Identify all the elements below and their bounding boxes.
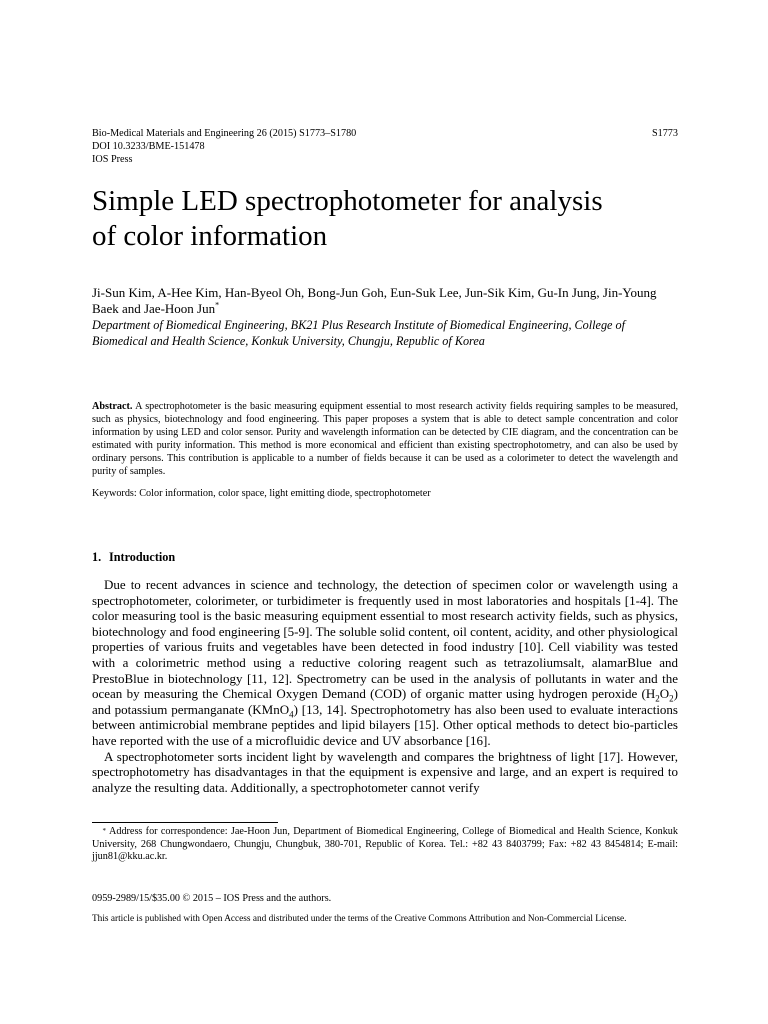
author-list [92,285,682,317]
paragraph-text: O [659,686,670,702]
body-text [92,577,678,795]
section-number: 1. [92,550,102,564]
journal-header [92,127,678,166]
journal-citation: Bio-Medical Materials and Engineering 26 (2015) S1773–S1780 [92,128,357,139]
paper-title [92,184,692,254]
section-title: Introduction [109,550,176,564]
footnote-marker: * [102,827,106,835]
authors-text: Ji-Sun Kim, A-Hee Kim, Han-Byeol Oh, Bong-Jun Goh, Eun-Suk Lee, Jun-Sik Kim, Gu-In Jung, Jin-Young Baek and Jae-Hoon Jun [92,285,657,316]
page-number: S1773 [651,128,678,139]
subscript: 2 [669,693,674,704]
footnote-divider [92,822,278,823]
keywords: Keywords: Color information, color space, light emitting diode, spectrophotometer [92,488,431,499]
footnote-text: Address for correspondence: Jae-Hoon Jun, Department of Biomedical Engineering, College of Biomedical and Health Science, Konkuk University, 268 Chungwondaero, Chungju, Chungbuk, 380-701, Republic of Korea. Tel.: +82 43 8403799; Fax: +82 43 8454814; E-mail: jjun81@kku.ac.kr. [92,826,678,862]
paragraph-text: ) and potassium permanganate (KMnO [92,686,678,717]
affiliation: Department of Biomedical Engineering, BK21 Plus Research Institute of Biomedical Engineering, College of Biomedical and Health Science, Konkuk University, Chungju, Republic of Korea [92,318,625,348]
corresponding-author-mark: * [215,300,220,310]
abstract-label: Abstract. [92,401,133,412]
title-line-1: Simple LED spectrophotometer for analysis [92,185,603,217]
license-note: This article is published with Open Access and distributed under the terms of the Creative Commons Attribution and Non-Commercial License. [92,914,627,924]
subscript: 4 [289,709,294,720]
abstract-text: A spectrophotometer is the basic measuring equipment essential to most research activity fields requiring samples to be measured, such as physics, biotechnology and food engineering. This paper proposes a system that is able to detect sample concentration and color information by using LED and color sensor. Purity and wavelength information can be detected by CIE diagram, and the concentration can be estimated with purity information. This method is more economical and efficient than existing spectrophotometry, and can also be used by ordinary persons. This contribution is applicable to a number of fields because it can be used as a colorimeter to detect the wavelength and purity of samples. [92,401,678,477]
subscript: 2 [655,693,660,704]
doi: DOI 10.3233/BME-151478 [92,141,205,152]
paragraph [92,577,678,749]
footnote [92,826,678,864]
title-line-2: of color information [92,220,328,252]
abstract [92,400,678,478]
copyright-line: 0959-2989/15/$35.00 © 2015 – IOS Press and the authors. [92,893,332,904]
publisher: IOS Press [92,154,133,165]
section-heading [92,550,175,565]
paragraph-text: ) [13, 14]. Spectrophotometry has also been used to evaluate interactions between antimicrobial membrane peptides and lipid bilayers [15]. Other optical methods to detect bio-particles have reported with the use of a microfluidic device and UV absorbance [16]. [92,701,678,748]
paragraph: A spectrophotometer sorts incident light by wavelength and compares the brightness of light [17]. However, spectrophotometry has disadvantages in that the equipment is expensive and large, and an expert is required to analyze the resulting data. Additionally, a spectrophotometer cannot verify [92,748,678,795]
paragraph-text: Due to recent advances in science and technology, the detection of specimen color or wavelength using a spectrophotometer, colorimeter, or turbidimeter is frequently used in most laboratories and hospitals [1-4]. The color measuring tool is the basic measuring equipment essential to most research activity fields, such as physics, biotechnology and food engineering [5-9]. The soluble solid content, oil content, acidity, and other physiological properties of various fruits and vegetables have been detected in food industry [10]. Cell viability was tested with a colorimetric method using a reductive coloring reagent such as tetrazoliumsalt, alamarBlue and PrestoBlue in biotechnology [11, 12]. Spectrometry can be used in the analysis of pollutants in water and the ocean by measuring the Chemical Oxygen Demand (COD) of organic matter using hydrogen peroxide (H [92,577,678,702]
